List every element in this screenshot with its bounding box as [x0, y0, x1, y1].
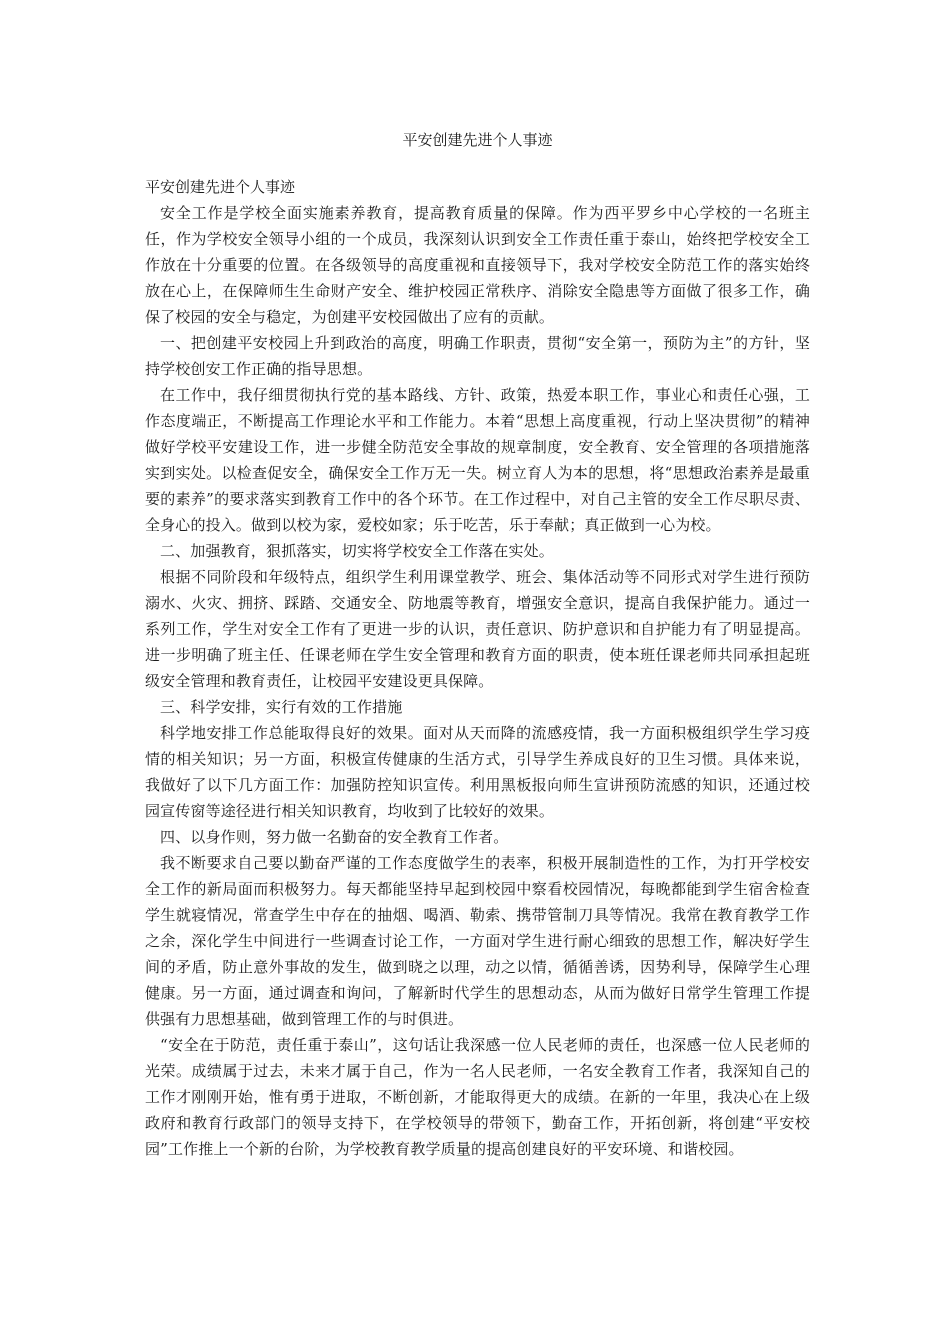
section-heading-2: 二、加强教育，狠抓落实，切实将学校安全工作落在实处。 [160, 542, 554, 560]
section-heading-4: 四、以身作则，努力做一名勤奋的安全教育工作者。 [160, 828, 509, 846]
paragraph-section-1: 在工作中，我仔细贯彻执行党的基本路线、方针、政策，热爱本职工作，事业心和责任心强，工作态度端正，不断提高工作理论水平和工作能力。本着“思想上高度重视，行动上坚决贯彻”的精神做好学校平安建设工作，进一步健全防范安全事故的规章制度，安全教育、安全管理的各项措施落实到实处。以检查促安全，确保安全工作万无一失。树立育人为本的思想，将“思想政治素养是最重要的素养”的要求落实到教育工作中的各个环节。在工作过程中，对自己主管的安全工作尽职尽责、全身心的投入。做到以校为家，爱校如家；乐于吃苦，乐于奉献；真正做到一心为校。 [145, 386, 810, 534]
paragraph-intro: 安全工作是学校全面实施素养教育，提高教育质量的保障。作为西平罗乡中心学校的一名班主任，作为学校安全领导小组的一个成员，我深刻认识到安全工作责任重于泰山，始终把学校安全工作放在十分重要的位置。在各级领导的高度重视和直接领导下，我对学校安全防范工作的落实始终放在心上，在保障师生生命财产安全、维护校园正常秩序、消除安全隐患等方面做了很多工作，确保了校园的安全与稳定，为创建平安校园做出了应有的贡献。 [145, 204, 810, 326]
paragraph-conclusion: “安全在于防范，责任重于泰山”，这句话让我深感一位人民老师的责任，也深感一位人民老师的光荣。成绩属于过去，未来才属于自己，作为一名人民老师，一名安全教育工作者，我深知自己的工作才刚刚开始，惟有勇于进取，不断创新，才能取得更大的成绩。在新的一年里，我决心在上级政府和教育行政部门的领导支持下，在学校领导的带领下，勤奋工作，开拓创新，将创建“平安校园”工作推上一个新的台阶，为学校教育教学质量的提高创建良好的平安环境、和谐校园。 [145, 1036, 810, 1158]
paragraph-section-4: 我不断要求自己要以勤奋严谨的工作态度做学生的表率，积极开展制造性的工作，为打开学校安全工作的新局面而积极努力。每天都能坚持早起到校园中察看校园情况，每晚都能到学生宿舍检查学生就寝情况，常查学生中存在的抽烟、喝酒、勒索、携带管制刀具等情况。我常在教育教学工作之余，深化学生中间进行一些调查讨论工作，一方面对学生进行耐心细致的思想工作，解决好学生间的矛盾，防止意外事故的发生，做到晓之以理，动之以情，循循善诱，因势利导，保障学生心理健康。另一方面，通过调查和询问，了解新时代学生的思想动态，从而为做好日常学生管理工作提供强有力思想基础，做到管理工作的与时俱进。 [145, 854, 810, 1028]
section-heading-1: 一、把创建平安校园上升到政治的高度，明确工作职责，贯彻“安全第一，预防为主”的方针，坚持学校创安工作正确的指导思想。 [145, 334, 810, 378]
section-heading-3: 三、科学安排，实行有效的工作措施 [160, 698, 403, 716]
document-body [145, 174, 810, 1162]
document-subtitle: 平安创建先进个人事迹 [145, 178, 296, 196]
document-title: 平安创建先进个人事迹 [402, 131, 553, 149]
paragraph-section-2: 根据不同阶段和年级特点，组织学生利用课堂教学、班会、集体活动等不同形式对学生进行预防溺水、火灾、拥挤、踩踏、交通安全、防地震等教育，增强安全意识，提高自我保护能力。通过一系列工作，学生对安全工作有了更进一步的认识，责任意识、防护意识和自护能力有了明显提高。进一步明确了班主任、任课老师在学生安全管理和教育方面的职责，使本班任课老师共同承担起班级安全管理和教育责任，让校园平安建设更具保障。 [145, 568, 810, 690]
paragraph-section-3: 科学地安排工作总能取得良好的效果。面对从天而降的流感疫情，我一方面积极组织学生学习疫情的相关知识；另一方面，积极宣传健康的生活方式，引导学生养成良好的卫生习惯。具体来说，我做好了以下几方面工作：加强防控知识宣传。利用黑板报向师生宣讲预防流感的知识，还通过校园宣传窗等途径进行相关知识教育，均收到了比较好的效果。 [145, 724, 810, 820]
